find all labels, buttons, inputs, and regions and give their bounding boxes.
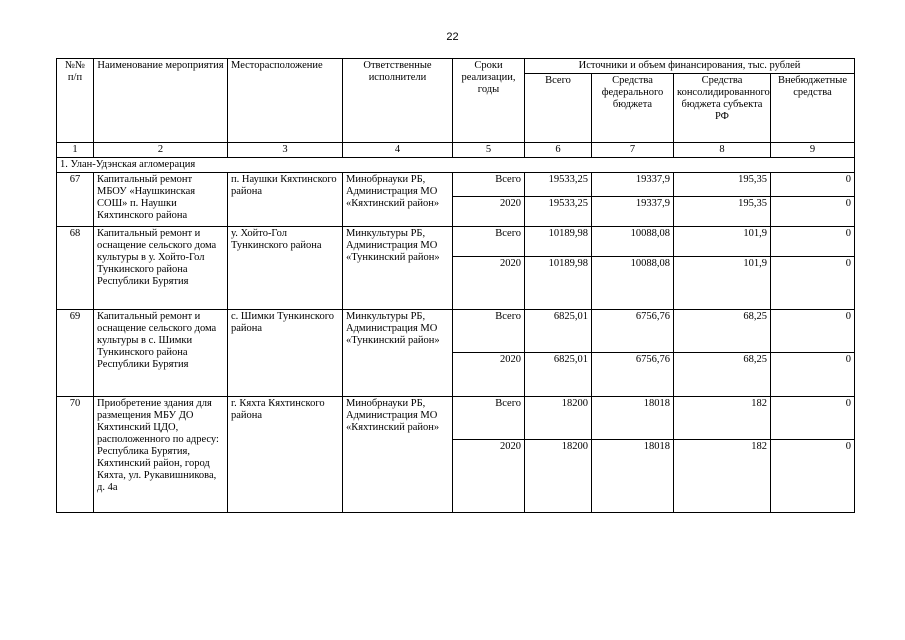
row-federal: 18018 xyxy=(592,397,674,440)
row-regional: 101,9 xyxy=(674,257,771,310)
column-numbers-row xyxy=(57,143,855,158)
row-regional: 68,25 xyxy=(674,353,771,397)
row-num: 68 xyxy=(57,227,94,310)
row-executors: Минкультуры РБ, Администрация МО «Тункинский район» xyxy=(343,310,453,397)
section-row xyxy=(57,158,855,173)
row-location: у. Хойто-Гол Тункинского района xyxy=(228,227,343,310)
row-num: 67 xyxy=(57,173,94,227)
row-regional: 182 xyxy=(674,397,771,440)
row-total: 6825,01 xyxy=(525,353,592,397)
table-row xyxy=(57,397,855,440)
row-extra: 0 xyxy=(771,310,855,353)
row-federal: 6756,76 xyxy=(592,310,674,353)
row-federal: 6756,76 xyxy=(592,353,674,397)
row-federal: 19337,9 xyxy=(592,197,674,227)
row-location: с. Шимки Тункинского района xyxy=(228,310,343,397)
table-row xyxy=(57,227,855,257)
column-number: 2 xyxy=(94,143,228,158)
row-period: Всего xyxy=(453,397,525,440)
row-period: Всего xyxy=(453,310,525,353)
row-extra: 0 xyxy=(771,440,855,513)
row-federal: 18018 xyxy=(592,440,674,513)
row-executors: Минобрнауки РБ, Администрация МО «Кяхтинский район» xyxy=(343,397,453,513)
row-extra: 0 xyxy=(771,197,855,227)
row-total: 18200 xyxy=(525,440,592,513)
row-executors: Минобрнауки РБ, Администрация МО «Кяхтинский район» xyxy=(343,173,453,227)
column-number: 5 xyxy=(453,143,525,158)
header-name: Наименование мероприятия xyxy=(94,59,228,143)
header-row xyxy=(57,59,855,74)
funding-table xyxy=(56,58,855,513)
section-title: 1. Улан-Удэнская агломерация xyxy=(57,158,855,173)
row-regional: 182 xyxy=(674,440,771,513)
header-location: Месторасположение xyxy=(228,59,343,143)
row-period: 2020 xyxy=(453,197,525,227)
row-total: 10189,98 xyxy=(525,227,592,257)
header-num: №№ п/п xyxy=(57,59,94,143)
row-name: Приобретение здания для размещения МБУ ДО Кяхтинский ЦДО, расположенного по адресу: Республика Бурятия, Кяхтинский район, город Кяхта, ул. Рукавишникова, д. 4а xyxy=(94,397,228,513)
column-number: 6 xyxy=(525,143,592,158)
row-period: Всего xyxy=(453,173,525,197)
header-federal: Средства федерального бюджета xyxy=(592,74,674,143)
header-total: Всего xyxy=(525,74,592,143)
table-row xyxy=(57,173,855,197)
row-extra: 0 xyxy=(771,227,855,257)
page-number: 22 xyxy=(446,31,459,43)
row-total: 10189,98 xyxy=(525,257,592,310)
header-terms: Сроки реализации, годы xyxy=(453,59,525,143)
row-total: 19533,25 xyxy=(525,197,592,227)
column-number: 9 xyxy=(771,143,855,158)
row-num: 69 xyxy=(57,310,94,397)
row-period: 2020 xyxy=(453,440,525,513)
row-executors: Минкультуры РБ, Администрация МО «Тункинский район» xyxy=(343,227,453,310)
row-period: 2020 xyxy=(453,257,525,310)
row-name: Капитальный ремонт МБОУ «Наушкинская СОШ» п. Наушки Кяхтинского района xyxy=(94,173,228,227)
column-number: 3 xyxy=(228,143,343,158)
row-regional: 195,35 xyxy=(674,197,771,227)
row-num: 70 xyxy=(57,397,94,513)
row-regional: 101,9 xyxy=(674,227,771,257)
header-extra: Внебюджетные средства xyxy=(771,74,855,143)
row-regional: 68,25 xyxy=(674,310,771,353)
column-number: 7 xyxy=(592,143,674,158)
row-regional: 195,35 xyxy=(674,173,771,197)
row-period: Всего xyxy=(453,227,525,257)
row-federal: 19337,9 xyxy=(592,173,674,197)
row-extra: 0 xyxy=(771,173,855,197)
row-name: Капитальный ремонт и оснащение сельского дома культуры в у. Хойто-Гол Тункинского района Республики Бурятия xyxy=(94,227,228,310)
header-funding: Источники и объем финансирования, тыс. рублей xyxy=(525,59,855,74)
row-extra: 0 xyxy=(771,397,855,440)
row-total: 18200 xyxy=(525,397,592,440)
header-executors: Ответственные исполнители xyxy=(343,59,453,143)
row-extra: 0 xyxy=(771,257,855,310)
row-period: 2020 xyxy=(453,353,525,397)
row-extra: 0 xyxy=(771,353,855,397)
table-row xyxy=(57,310,855,353)
column-number: 1 xyxy=(57,143,94,158)
row-federal: 10088,08 xyxy=(592,257,674,310)
row-location: п. Наушки Кяхтинского района xyxy=(228,173,343,227)
column-number: 4 xyxy=(343,143,453,158)
row-total: 6825,01 xyxy=(525,310,592,353)
header-regional: Средства консолидированного бюджета субъекта РФ xyxy=(674,74,771,143)
row-location: г. Кяхта Кяхтинского района xyxy=(228,397,343,513)
row-total: 19533,25 xyxy=(525,173,592,197)
row-name: Капитальный ремонт и оснащение сельского дома культуры в с. Шимки Тункинского района Республики Бурятия xyxy=(94,310,228,397)
column-number: 8 xyxy=(674,143,771,158)
row-federal: 10088,08 xyxy=(592,227,674,257)
